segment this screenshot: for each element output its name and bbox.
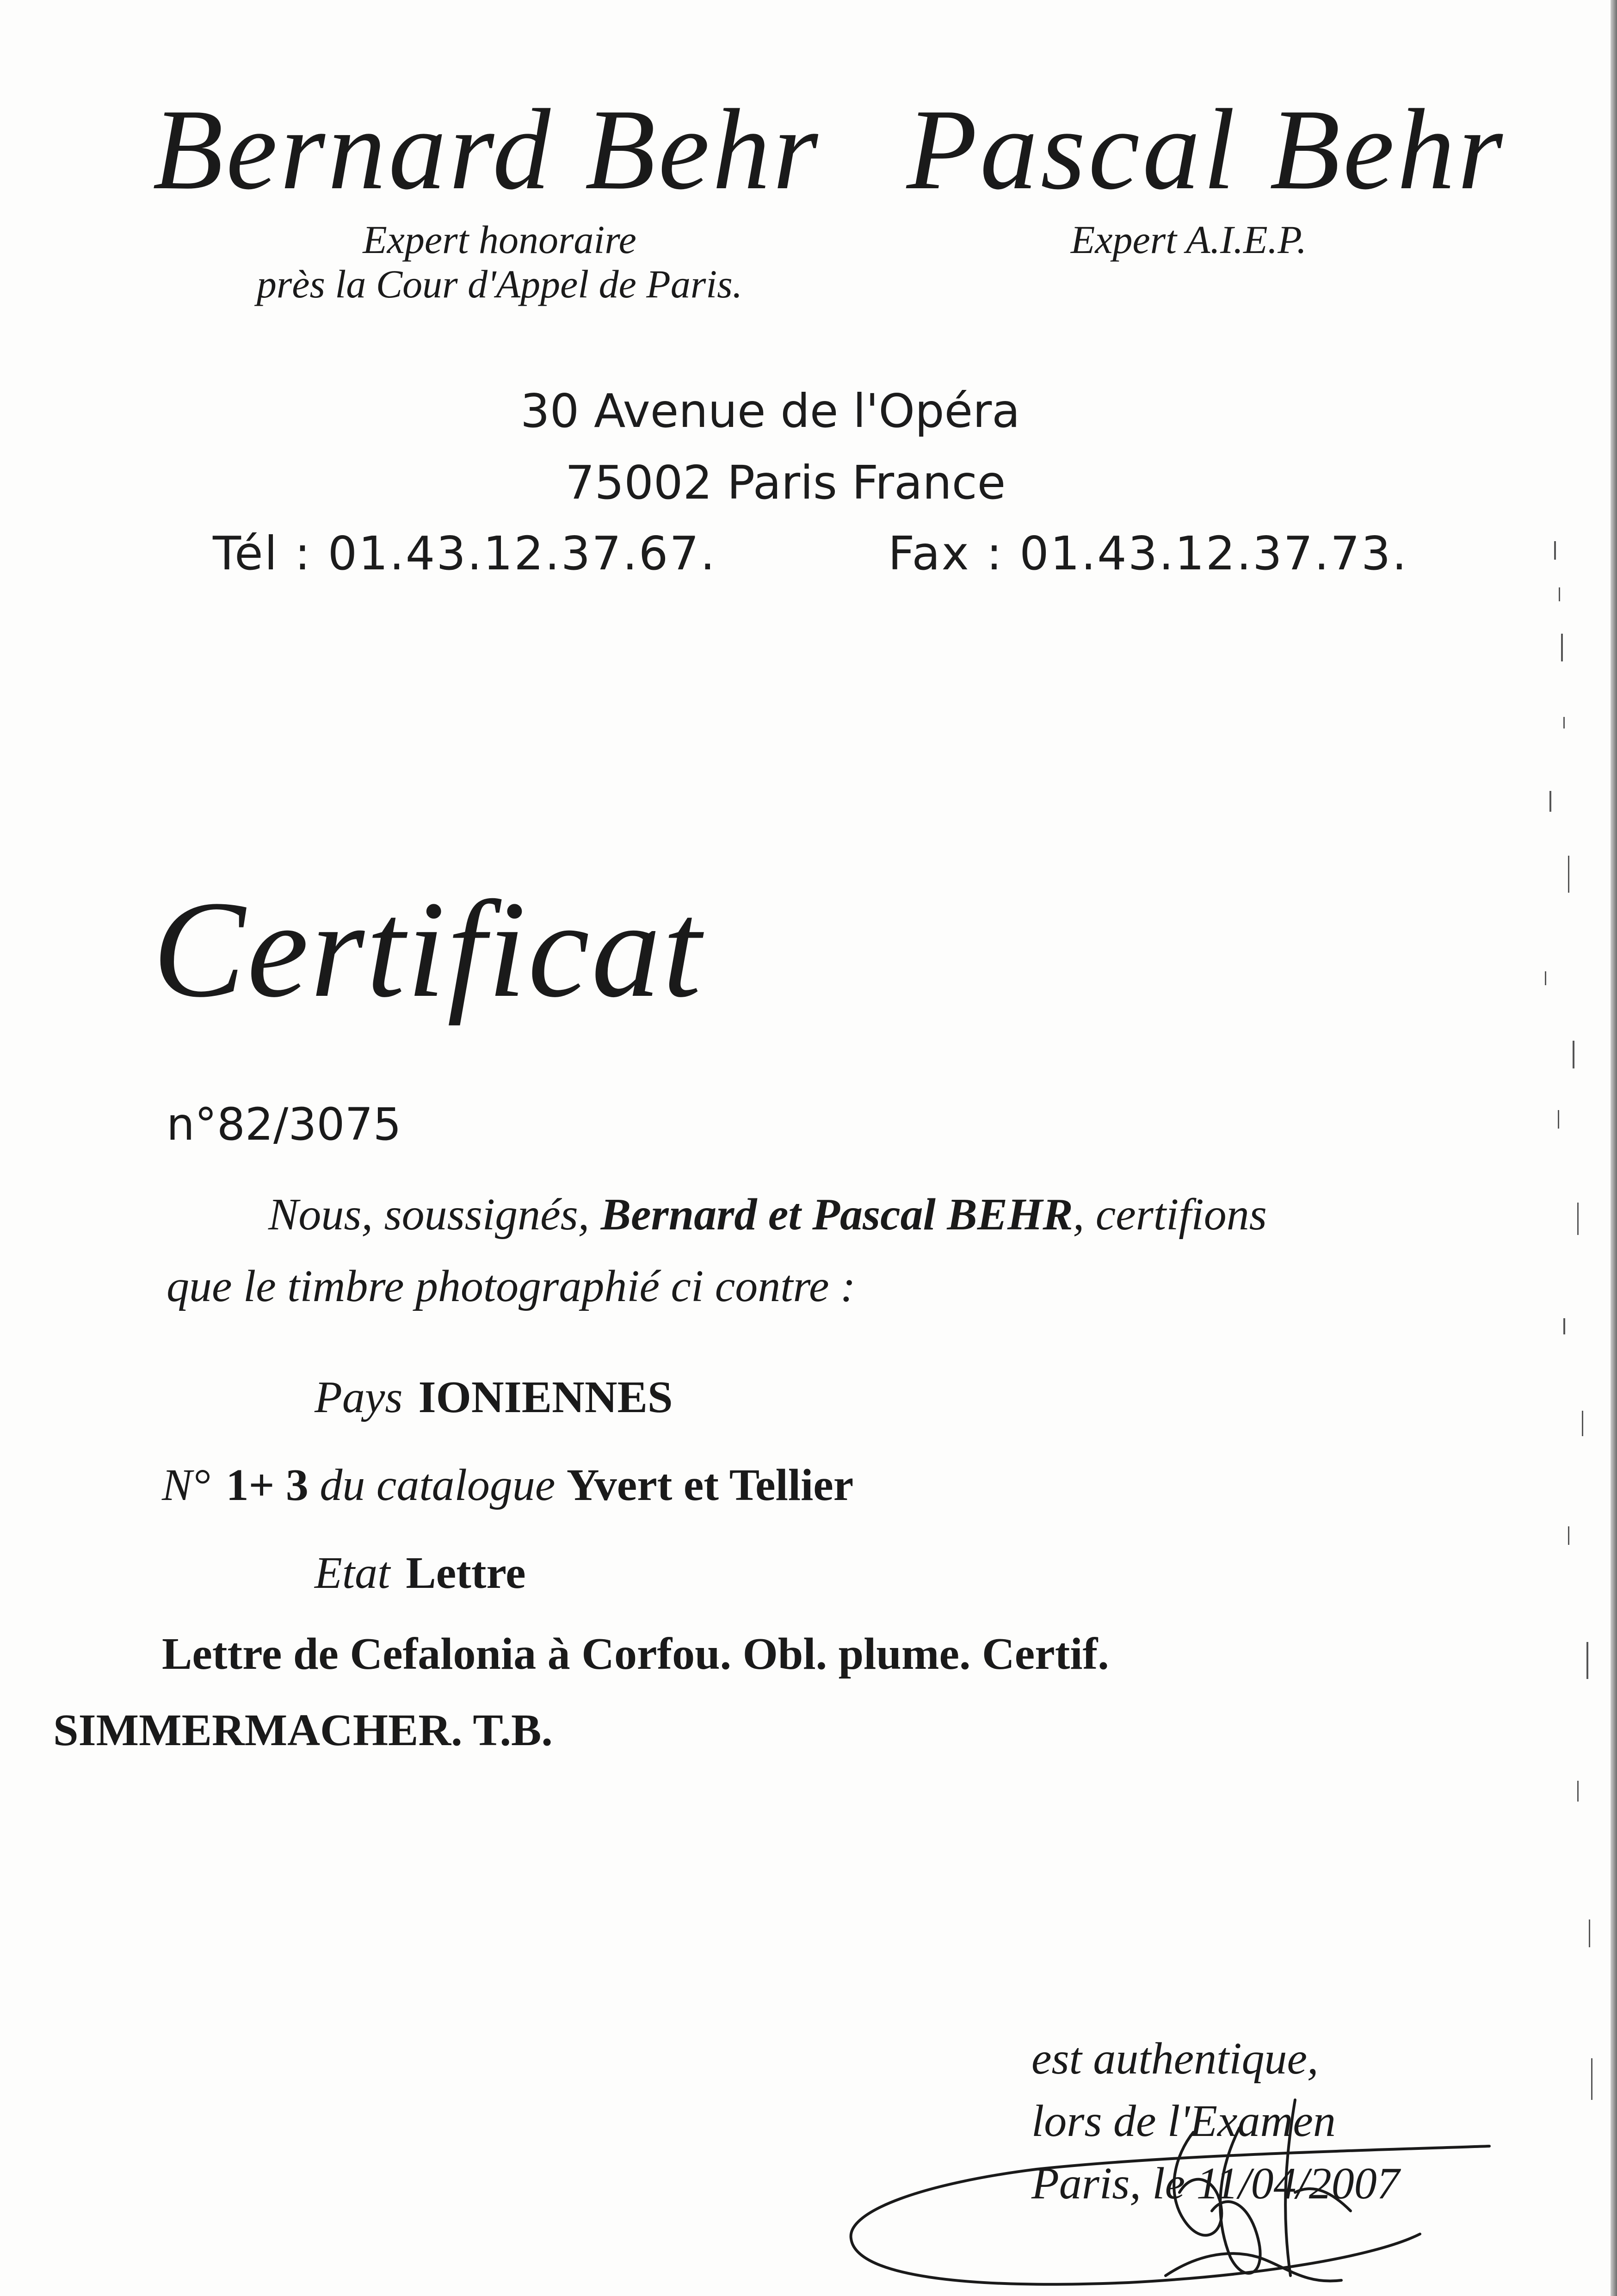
address-fax: Fax : 01.43.12.37.73. [888, 526, 1408, 580]
intro-line-2: que le timbre photographié ci contre : [167, 1261, 856, 1311]
expert-left-title [204, 217, 796, 306]
address-telephone: Tél : 01.43.12.37.67. [213, 526, 716, 580]
etat-value: Lettre [406, 1548, 526, 1598]
field-pays [315, 1371, 673, 1423]
expert-left-name: Bernard Behr [153, 86, 821, 214]
description-line-1: Lettre de Cefalonia à Corfou. Obl. plume. Certif. [162, 1629, 1109, 1679]
expert-right-title: Expert A.I.E.P. [1070, 217, 1307, 262]
description-line-2: SIMMERMACHER. T.B. [53, 1705, 553, 1755]
field-etat [315, 1547, 526, 1599]
expert-left-title-line2: près la Cour d'Appel de Paris. [256, 262, 743, 306]
handwritten-signature [842, 2017, 1517, 2294]
number-label: N° [162, 1460, 210, 1510]
catalogue-label: du catalogue [320, 1460, 555, 1510]
address-city: 75002 Paris France [565, 456, 1006, 510]
scan-edge [1611, 0, 1617, 2296]
expert-left-title-line1: Expert honoraire [363, 217, 636, 262]
intro-line-1 [268, 1189, 1267, 1241]
intro-part2: , certifions [1073, 1190, 1267, 1240]
closing-line-3: Paris, le 11/04/2007 [1031, 2159, 1400, 2209]
intro-names: Bernard et Pascal BEHR [600, 1190, 1073, 1240]
pays-value: IONIENNES [418, 1372, 673, 1422]
etat-label: Etat [315, 1548, 390, 1598]
address-street: 30 Avenue de l'Opéra [520, 384, 1020, 438]
pays-label: Pays [315, 1372, 403, 1422]
closing-line-2: lors de l'Examen [1031, 2096, 1336, 2146]
closing-line-1: est authentique, [1031, 2034, 1319, 2084]
number-value: 1+ 3 [226, 1460, 309, 1510]
intro-part1: Nous, soussignés, [268, 1190, 590, 1240]
field-number [162, 1459, 853, 1511]
certificate-number: n°82/3075 [167, 1099, 401, 1150]
catalogue-value: Yvert et Tellier [566, 1460, 854, 1510]
expert-right-name: Pascal Behr [907, 86, 1506, 214]
scan-speckle [1517, 532, 1596, 2243]
certificate-title: Certificat [153, 872, 703, 1026]
